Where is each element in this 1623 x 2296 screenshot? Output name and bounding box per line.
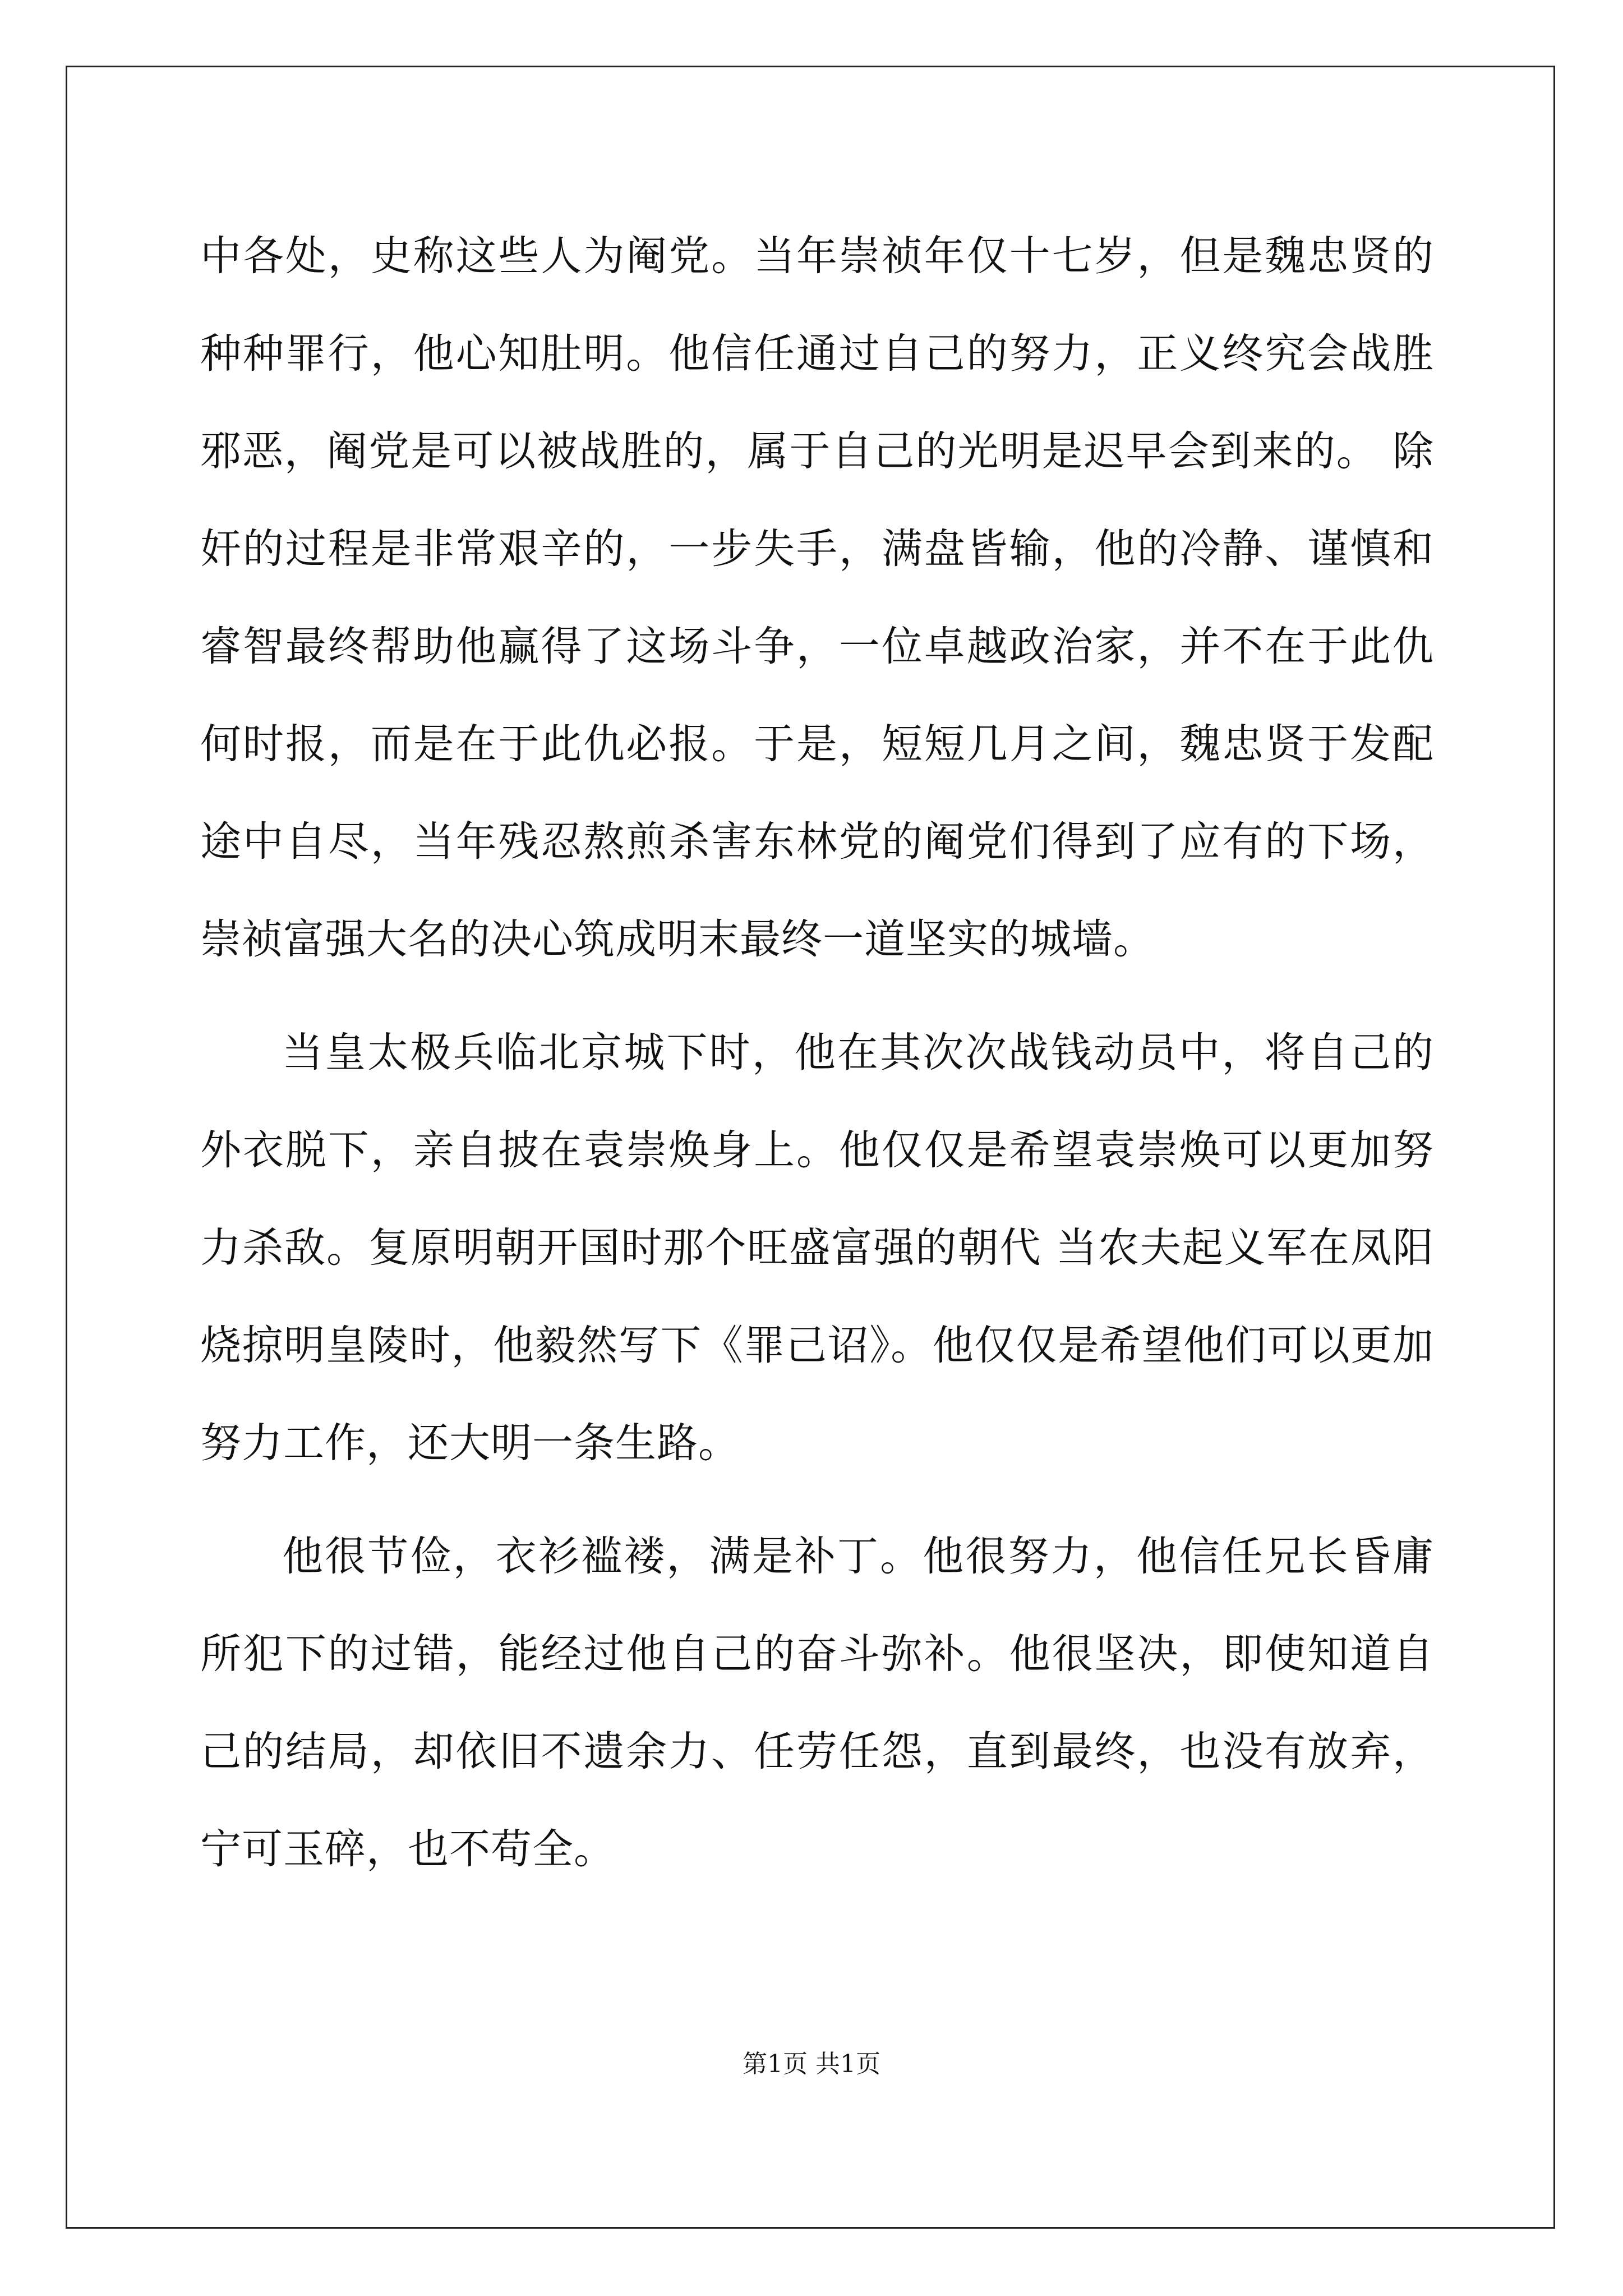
page-footer: 第1页 共1页 (743, 2050, 880, 2078)
paragraph-gap (200, 988, 1434, 1004)
paragraph-1: 中各处，史称这些人为阉党。当年崇祯年仅十七岁，但是魏忠贤的种种罪行，他心知肚明。他信任通过自己的努力，正义终究会战胜邪恶，阉党是可以被战胜的，属于自己的光明是迟早会到来的。 除奸的过程是非常艰辛的，一步失手，满盘皆输，他的冷静、谨慎和睿智最终帮助他赢得了这场斗争，一位卓越政治家，并不在于此仇何时报，而是在于此仇必报。于是，短短几月之间，魏忠贤于发配途中自尽，当年残忍熬煎杀害东林党的阉党们得到了应有的下场，崇祯富强大名的决心筑成明末最终一道坚实的城墙。 (200, 232, 1434, 963)
paragraph-gap (200, 1492, 1434, 1508)
paragraph-3: 他很节俭，衣衫褴褛，满是补丁。他很努力，他信任兄长昏庸所犯下的过错，能经过他自己的奋斗弥补。他很坚决，即使知道自己的结局，却依旧不遗余力、任劳任怨，直到最终，也没有放弃，宁可玉碎，也不苟全。 (200, 1533, 1434, 1873)
paragraph-2: 当皇太极兵临北京城下时，他在其次次战钱动员中，将自己的外衣脱下，亲自披在袁崇焕身上。他仅仅是希望袁崇焕可以更加努力杀敌。复原明朝开国时那个旺盛富强的朝代 当农夫起义军在凤阳烧掠明皇陵时，他毅然写下《罪己诏》。他仅仅是希望他们可以更加努力工作，还大明一条生路。 (200, 1029, 1434, 1467)
document-body (200, 208, 1434, 1898)
